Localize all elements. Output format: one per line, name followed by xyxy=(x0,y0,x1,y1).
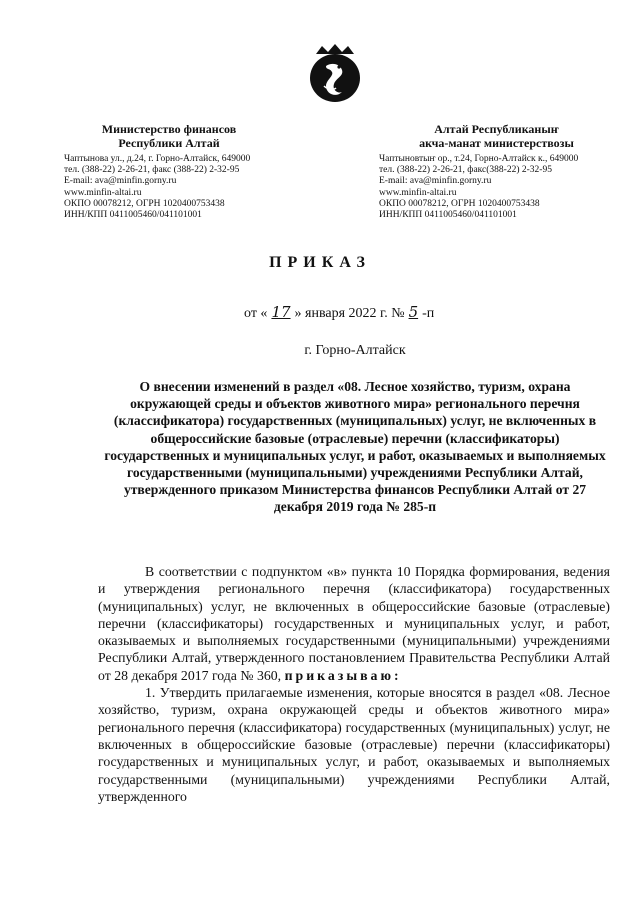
city-line: г. Горно-Алтайск xyxy=(304,343,406,358)
website-alt: www.minfin-altai.ru xyxy=(379,187,457,198)
phone-ru: тел. (388-22) 2-26-21, факс (388-22) 2-32-95 xyxy=(64,165,240,176)
org-name-ru-line1: Министерство финансов xyxy=(101,122,237,136)
order-keyword: приказываю: xyxy=(284,667,402,683)
coat-of-arms-emblem xyxy=(306,40,364,104)
order-body xyxy=(98,563,610,805)
okpo-alt: ОКПО 00078212, ОГРН 1020400753438 xyxy=(379,198,540,209)
org-name-alt-line1: Алтай Республиканыҥ xyxy=(434,122,559,136)
phone-alt: тел. (388-22) 2-26-21, факс(388-22) 2-32-95 xyxy=(379,165,552,176)
email-alt: E-mail: ava@minfin.gorny.ru xyxy=(379,176,492,187)
order-number-suffix: -п xyxy=(422,306,435,321)
body-paragraph-2: 1. Утвердить прилагаемые изменения, которые вносятся в раздел «08. Лесное хозяйство, туризм, охрана окружающей среды и объектов животного мира» регионального перечня (классификатора) государственных (муниципальных) услуг, не включенных в общероссийские базовые (отраслевые) перечни (классификаторы) государственных и муниципальных услуг, и работ, оказываемых и выполняемых государственными (муниципальными) учреждениями Республики Алтай, утвержденного xyxy=(98,685,610,804)
date-number-line xyxy=(244,303,434,322)
header-left-block xyxy=(64,122,314,221)
okpo-ru: ОКПО 00078212, ОГРН 1020400753438 xyxy=(64,198,225,209)
date-month-year: » января 2022 г. № xyxy=(294,306,405,321)
website-ru: www.minfin-altai.ru xyxy=(64,187,142,198)
order-subject: О внесении изменений в раздел «08. Лесное хозяйство, туризм, охрана окружающей среды и объектов животного мира» регионального перечня (классификатора) государственных (муниципальных) услуг, не включенных в общероссийские базовые (отраслевые) перечни (классификаторы) государственных и муниципальных услуг, и работ, оказываемых и выполняемых государственными (муниципальными) учреждениями Республики Алтай, утвержденного приказом Министерства финансов Республики Алтай от 27 декабря 2019 года № 285-п xyxy=(104,379,606,515)
paragraph-1-text: В соответствии с подпунктом «в» пункта 10 Порядка формирования, ведения и утверждения регионального перечня (классификатора) государственных (муниципальных) услуг, не включенных в общероссийские базовые (отраслевые) перечни (классификаторы) государственных и муниципальных услуг, и работ, оказываемых и выполняемых государственными (муниципальными) учреждениями Республики Алтай, утвержденного постановлением Правительства Республики Алтай от 28 декабря 2017 года № 360, xyxy=(98,564,610,683)
handwritten-day: 17 xyxy=(271,303,291,321)
org-name-alt-line2: акча-манат министерствозы xyxy=(419,136,574,150)
address-alt: Чаптыновтыҥ ор., т.24, Горно-Алтайск к., 649000 xyxy=(379,154,579,164)
body-paragraph-1 xyxy=(98,563,610,684)
date-prefix: от « xyxy=(244,306,268,321)
email-ru: E-mail: ava@minfin.gorny.ru xyxy=(64,176,177,187)
header-right-block xyxy=(379,122,634,221)
inn-alt: ИНН/КПП 0411005460/041101001 xyxy=(379,210,517,221)
handwritten-order-number: 5 xyxy=(408,303,419,321)
inn-ru: ИНН/КПП 0411005460/041101001 xyxy=(64,210,202,221)
document-title: ПРИКАЗ xyxy=(269,254,371,271)
address-ru: Чаптынова ул., д.24, г. Горно-Алтайск, 649000 xyxy=(64,154,251,164)
org-name-ru-line2: Республики Алтай xyxy=(118,136,220,150)
